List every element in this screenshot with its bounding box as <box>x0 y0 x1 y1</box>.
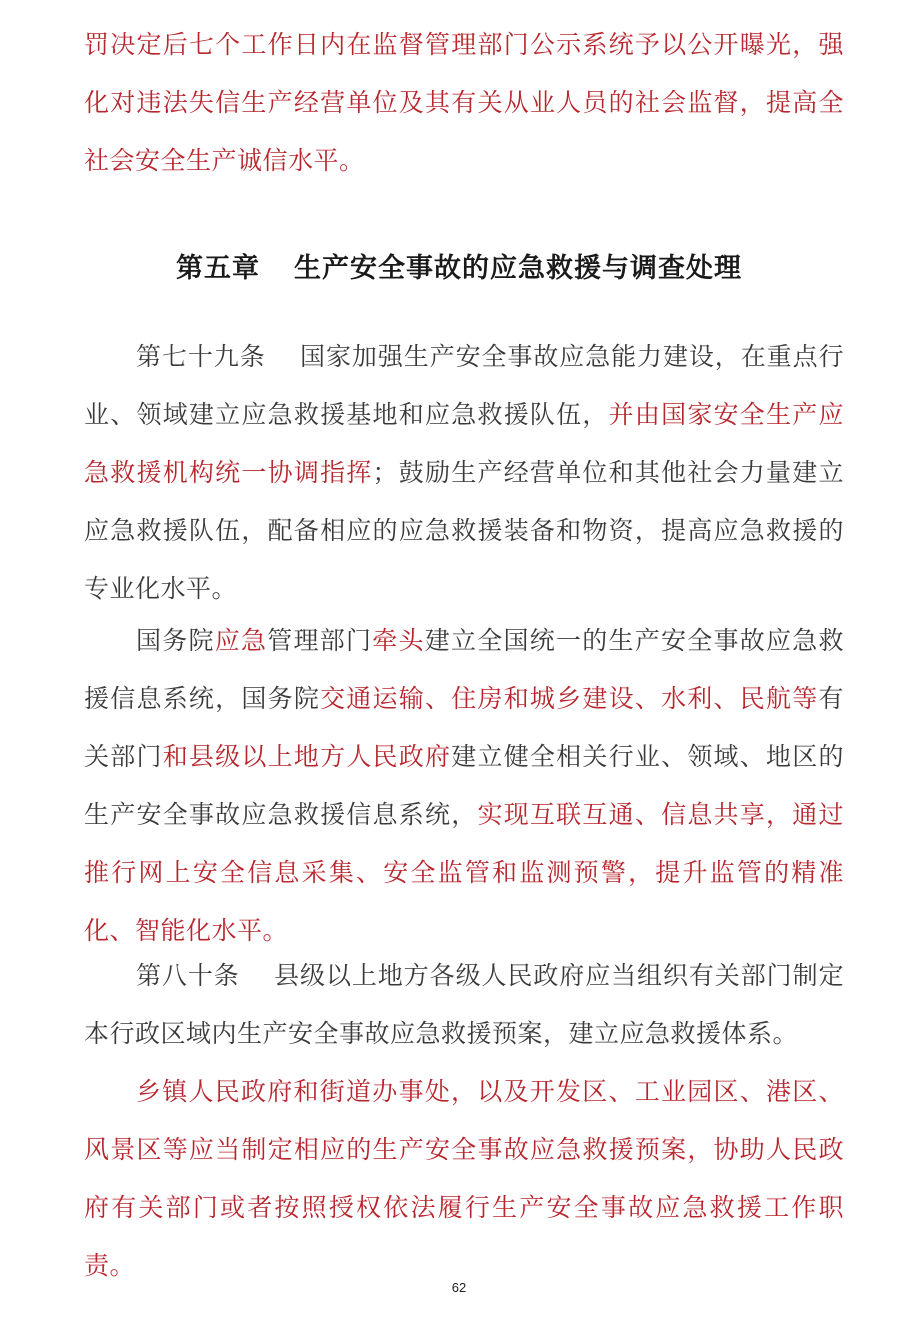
text-run: 管理部门 <box>267 626 373 655</box>
article-80-paragraph-2 <box>84 1063 844 1295</box>
article-text: 国家加强生产安全事故应急能力建设，在重点行业、领域建立应急救援基地和应急救援队伍， <box>84 342 844 429</box>
paragraph-text: 罚决定后七个工作日内在监督管理部门公示系统予以公开曝光，强化对违法失信生产经营单位及其有关从业人员的社会监督，提高全社会安全生产诚信水平。 <box>84 30 844 175</box>
article-text-amended: 乡镇人民政府和街道办事处，以及开发区、工业园区、港区、风景区等应当制定相应的生产安全事故应急救援预案，协助人民政府有关部门或者按照授权依法履行生产安全事故应急救援工作职责。 <box>84 1077 844 1280</box>
text-run-amended: 牵头 <box>372 626 425 655</box>
text-run: 国务院 <box>136 626 215 655</box>
text-run: 有关部门 <box>84 684 844 771</box>
article-text-amended: 并由国家安全生产应急救援机构统一协调指挥 <box>84 400 844 487</box>
article-79 <box>84 328 844 618</box>
article-text: 县级以上地方各级人民政府应当组织有关部门制定本行政区域内生产安全事故应急救援预案，建立应急救援体系。 <box>84 961 844 1048</box>
chapter-heading <box>0 244 918 294</box>
chapter-number: 第五章 <box>176 253 260 284</box>
article-80 <box>84 947 844 1063</box>
text-run: 建立全国统一的生产安全事故应急救援信息系统，国务院 <box>84 626 844 713</box>
page-number: 62 <box>451 1280 467 1295</box>
article-text: ；鼓励生产经营单位和其他社会力量建立应急救援队伍，配备相应的应急救援装备和物资，提高应急救援的专业化水平。 <box>84 458 844 603</box>
article-label: 第七十九条 <box>136 342 266 371</box>
article-label: 第八十条 <box>136 961 240 990</box>
chapter-title: 生产安全事故的应急救援与调查处理 <box>294 253 742 284</box>
text-run-amended: 和县级以上地方人民政府 <box>162 742 452 771</box>
article-79-paragraph-2 <box>84 612 844 960</box>
paragraph-continued <box>84 16 844 190</box>
text-run: 建立健全相关行业、领域、地区的生产安全事故应急救援信息系统， <box>84 742 844 829</box>
text-run-amended: 交通运输、住房和城乡建设、水利、民航等 <box>320 684 819 713</box>
text-run-amended: 实现互联互通、信息共享，通过推行网上安全信息采集、安全监管和监测预警，提升监管的精准化、智能化水平。 <box>84 800 844 945</box>
text-run-amended: 应急 <box>214 626 268 655</box>
